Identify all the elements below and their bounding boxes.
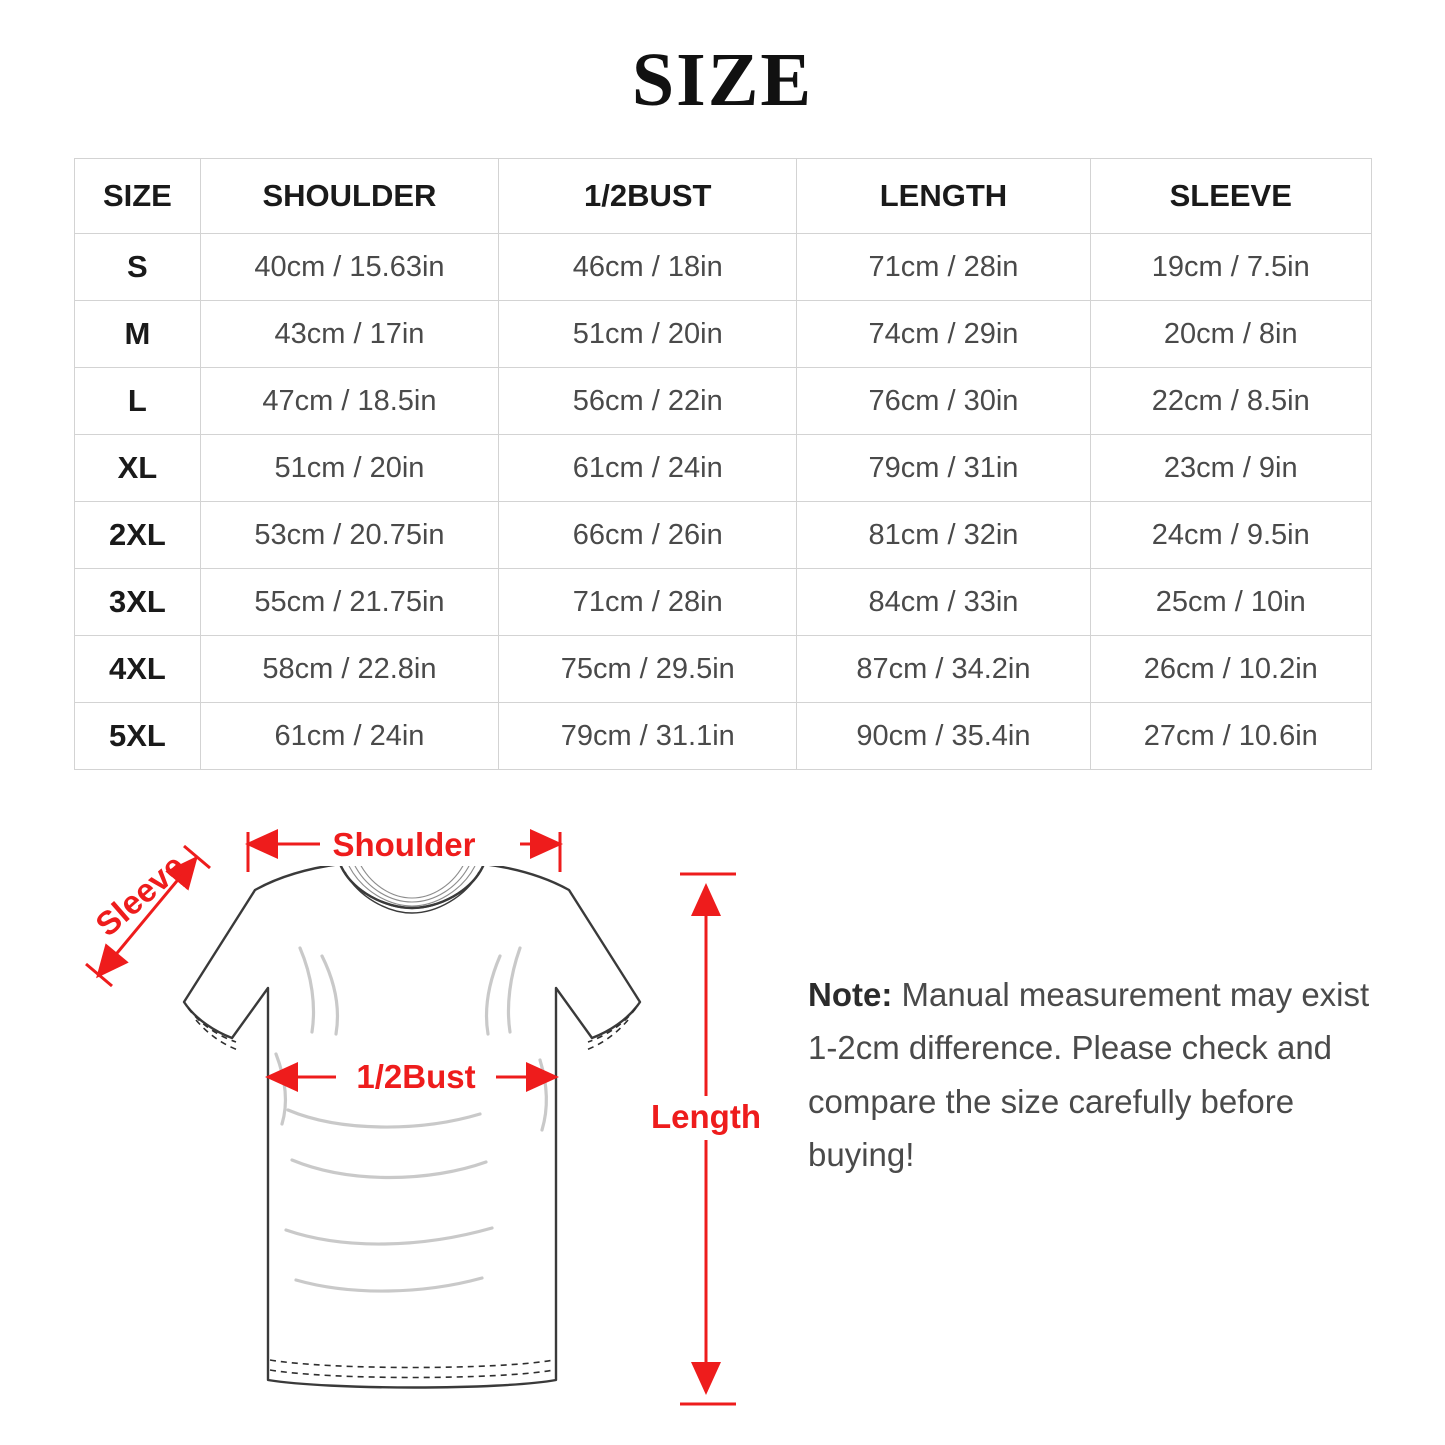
sleeve-label: Sleeve <box>88 846 192 944</box>
cell-length: 71cm / 28in <box>797 234 1090 301</box>
cell-length: 79cm / 31in <box>797 435 1090 502</box>
cell-size: S <box>75 234 201 301</box>
cell-bust: 79cm / 31.1in <box>499 703 797 770</box>
cell-size: 4XL <box>75 636 201 703</box>
cell-shoulder: 40cm / 15.63in <box>200 234 498 301</box>
column-header-bust: 1/2BUST <box>499 159 797 234</box>
cell-size: L <box>75 368 201 435</box>
cell-shoulder: 43cm / 17in <box>200 301 498 368</box>
cell-size: 2XL <box>75 502 201 569</box>
cell-sleeve: 26cm / 10.2in <box>1090 636 1372 703</box>
table-row <box>75 502 1372 569</box>
cell-sleeve: 22cm / 8.5in <box>1090 368 1372 435</box>
table-row <box>75 569 1372 636</box>
cell-shoulder: 55cm / 21.75in <box>200 569 498 636</box>
cell-length: 76cm / 30in <box>797 368 1090 435</box>
cell-shoulder: 61cm / 24in <box>200 703 498 770</box>
table-row <box>75 301 1372 368</box>
cell-size: 5XL <box>75 703 201 770</box>
cell-bust: 46cm / 18in <box>499 234 797 301</box>
cell-sleeve: 23cm / 9in <box>1090 435 1372 502</box>
column-header-shoulder: SHOULDER <box>200 159 498 234</box>
cell-size: XL <box>75 435 201 502</box>
column-header-sleeve: SLEEVE <box>1090 159 1372 234</box>
cell-sleeve: 27cm / 10.6in <box>1090 703 1372 770</box>
cell-bust: 51cm / 20in <box>499 301 797 368</box>
shoulder-label: Shoulder <box>332 826 476 863</box>
cell-length: 90cm / 35.4in <box>797 703 1090 770</box>
cell-bust: 66cm / 26in <box>499 502 797 569</box>
bust-label: 1/2Bust <box>356 1058 476 1095</box>
cell-shoulder: 53cm / 20.75in <box>200 502 498 569</box>
cell-bust: 61cm / 24in <box>499 435 797 502</box>
cell-shoulder: 51cm / 20in <box>200 435 498 502</box>
cell-sleeve: 25cm / 10in <box>1090 569 1372 636</box>
cell-bust: 75cm / 29.5in <box>499 636 797 703</box>
cell-sleeve: 20cm / 8in <box>1090 301 1372 368</box>
length-label: Length <box>651 1098 761 1135</box>
page-title: SIZE <box>631 38 814 122</box>
cell-shoulder: 58cm / 22.8in <box>200 636 498 703</box>
measurement-diagram <box>0 780 780 1440</box>
column-header-size: SIZE <box>75 159 201 234</box>
cell-bust: 56cm / 22in <box>499 368 797 435</box>
cell-sleeve: 19cm / 7.5in <box>1090 234 1372 301</box>
measurement-note <box>808 968 1388 1182</box>
size-chart-table <box>74 158 1372 770</box>
table-row <box>75 435 1372 502</box>
note-prefix: Note: <box>808 976 893 1013</box>
cell-shoulder: 47cm / 18.5in <box>200 368 498 435</box>
cell-bust: 71cm / 28in <box>499 569 797 636</box>
table-row <box>75 368 1372 435</box>
cell-size: M <box>75 301 201 368</box>
cell-length: 81cm / 32in <box>797 502 1090 569</box>
table-row <box>75 703 1372 770</box>
cell-size: 3XL <box>75 569 201 636</box>
note-text: Manual measurement may exist 1-2cm difference. Please check and compare the size carefully before buying! <box>808 976 1370 1174</box>
table-header-row <box>75 159 1372 234</box>
table-row <box>75 234 1372 301</box>
cell-length: 87cm / 34.2in <box>797 636 1090 703</box>
cell-length: 84cm / 33in <box>797 569 1090 636</box>
cell-length: 74cm / 29in <box>797 301 1090 368</box>
cell-sleeve: 24cm / 9.5in <box>1090 502 1372 569</box>
column-header-length: LENGTH <box>797 159 1090 234</box>
table-row <box>75 636 1372 703</box>
